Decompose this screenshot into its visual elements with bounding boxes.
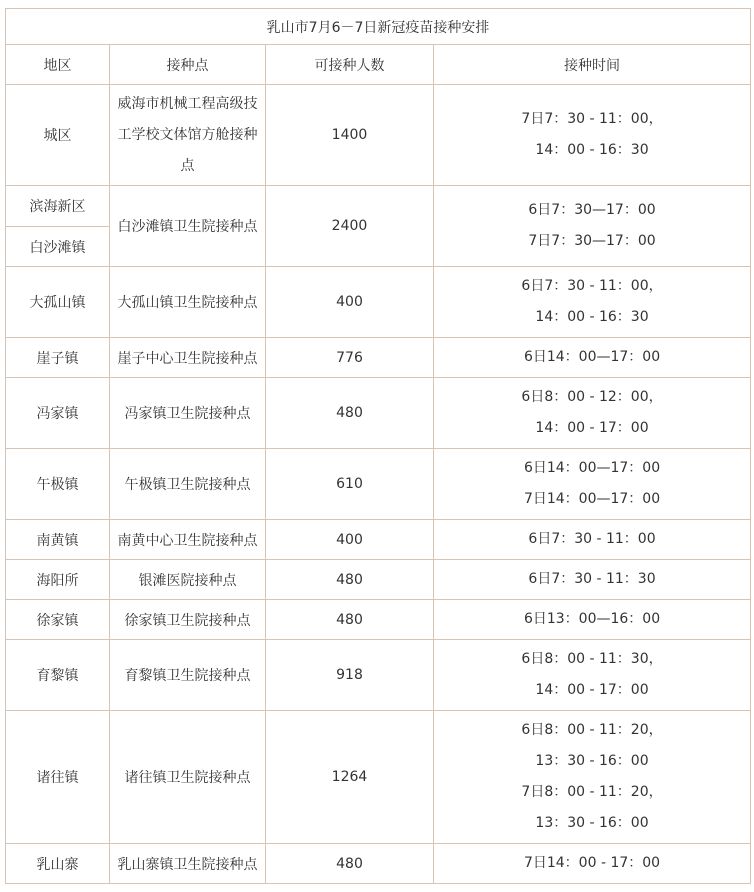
area-cell: 大孤山镇 [6,267,110,338]
site-cell: 白沙滩镇卫生院接种点 [110,186,266,267]
time-line: 14：00 - 17：00 [535,420,649,436]
table-row [6,267,751,338]
time-line: 6日13：00—16：00 [523,611,661,627]
time-line: 6日8：00 - 11：20， [521,722,663,738]
count-cell: 918 [266,640,434,711]
count-cell: 1400 [266,85,434,186]
time-line: 6日7：30 - 11：30 [528,571,656,587]
time-cell [434,186,751,267]
area-cell: 冯家镇 [6,378,110,449]
time-line: 6日14：00—17：00 [523,460,661,476]
site-cell: 诸往镇卫生院接种点 [110,711,266,844]
time-line: 6日14：00—17：00 [523,349,661,365]
table-row [6,520,751,560]
area-cell: 崖子镇 [6,338,110,378]
time-line: 7日14：00 - 17：00 [523,855,661,871]
area-cell: 午极镇 [6,449,110,520]
time-cell [434,338,751,378]
table-row [6,449,751,520]
time-cell [434,640,751,711]
site-cell: 银滩医院接种点 [110,560,266,600]
count-cell: 1264 [266,711,434,844]
table-body [6,9,751,884]
time-cell [434,378,751,449]
time-line: 6日7：30—17：00 [528,202,656,218]
site-cell: 南黄中心卫生院接种点 [110,520,266,560]
time-line: 7日7：30—17：00 [528,233,656,249]
area-cell: 滨海新区 [6,186,110,227]
count-cell: 400 [266,267,434,338]
time-cell [434,711,751,844]
table-row [6,560,751,600]
site-cell: 育黎镇卫生院接种点 [110,640,266,711]
area-cell: 育黎镇 [6,640,110,711]
table-row [6,640,751,711]
time-cell [434,85,751,186]
count-cell: 480 [266,560,434,600]
time-line: 13：30 - 16：00 [535,815,649,831]
time-line: 7日14：00—17：00 [523,491,661,507]
time-line: 6日7：30 - 11：00 [528,531,656,547]
header-area: 地区 [6,45,110,85]
count-cell: 400 [266,520,434,560]
header-site: 接种点 [110,45,266,85]
time-cell [434,449,751,520]
count-cell: 480 [266,378,434,449]
time-line: 13：30 - 16：00 [535,753,649,769]
area-cell: 乳山寨 [6,844,110,884]
area-cell: 诸往镇 [6,711,110,844]
time-line: 14：00 - 17：00 [535,682,649,698]
site-cell: 徐家镇卫生院接种点 [110,600,266,640]
time-cell [434,267,751,338]
count-cell: 480 [266,600,434,640]
time-line: 7日7：30 - 11：00， [521,111,663,127]
header-count: 可接种人数 [266,45,434,85]
site-cell: 冯家镇卫生院接种点 [110,378,266,449]
table-title: 乳山市7月6－7日新冠疫苗接种安排 [6,9,751,45]
header-row [6,45,751,85]
site-cell: 乳山寨镇卫生院接种点 [110,844,266,884]
vaccination-schedule-table [5,8,751,884]
site-cell: 午极镇卫生院接种点 [110,449,266,520]
area-cell: 海阳所 [6,560,110,600]
time-cell [434,844,751,884]
table-row [6,378,751,449]
time-line: 6日7：30 - 11：00， [521,278,663,294]
site-cell: 威海市机械工程高级技工学校文体馆方舱接种点 [110,85,266,186]
time-line: 7日8：00 - 11：20， [521,784,663,800]
title-row [6,9,751,45]
area-cell: 城区 [6,85,110,186]
time-line: 14：00 - 16：30 [535,309,649,325]
site-cell: 大孤山镇卫生院接种点 [110,267,266,338]
area-cell: 徐家镇 [6,600,110,640]
table-row [6,844,751,884]
header-time: 接种时间 [434,45,751,85]
area-cell: 南黄镇 [6,520,110,560]
table-row [6,338,751,378]
time-cell [434,520,751,560]
count-cell: 480 [266,844,434,884]
area-cell: 白沙滩镇 [6,227,110,267]
count-cell: 2400 [266,186,434,267]
time-line: 6日8：00 - 11：30， [521,651,663,667]
time-line: 14：00 - 16：30 [535,142,649,158]
time-line: 6日8：00 - 12：00， [521,389,663,405]
site-cell: 崖子中心卫生院接种点 [110,338,266,378]
table-row [6,711,751,844]
time-cell [434,560,751,600]
table-row [6,186,751,227]
count-cell: 776 [266,338,434,378]
table-row [6,85,751,186]
count-cell: 610 [266,449,434,520]
table-row [6,600,751,640]
time-cell [434,600,751,640]
